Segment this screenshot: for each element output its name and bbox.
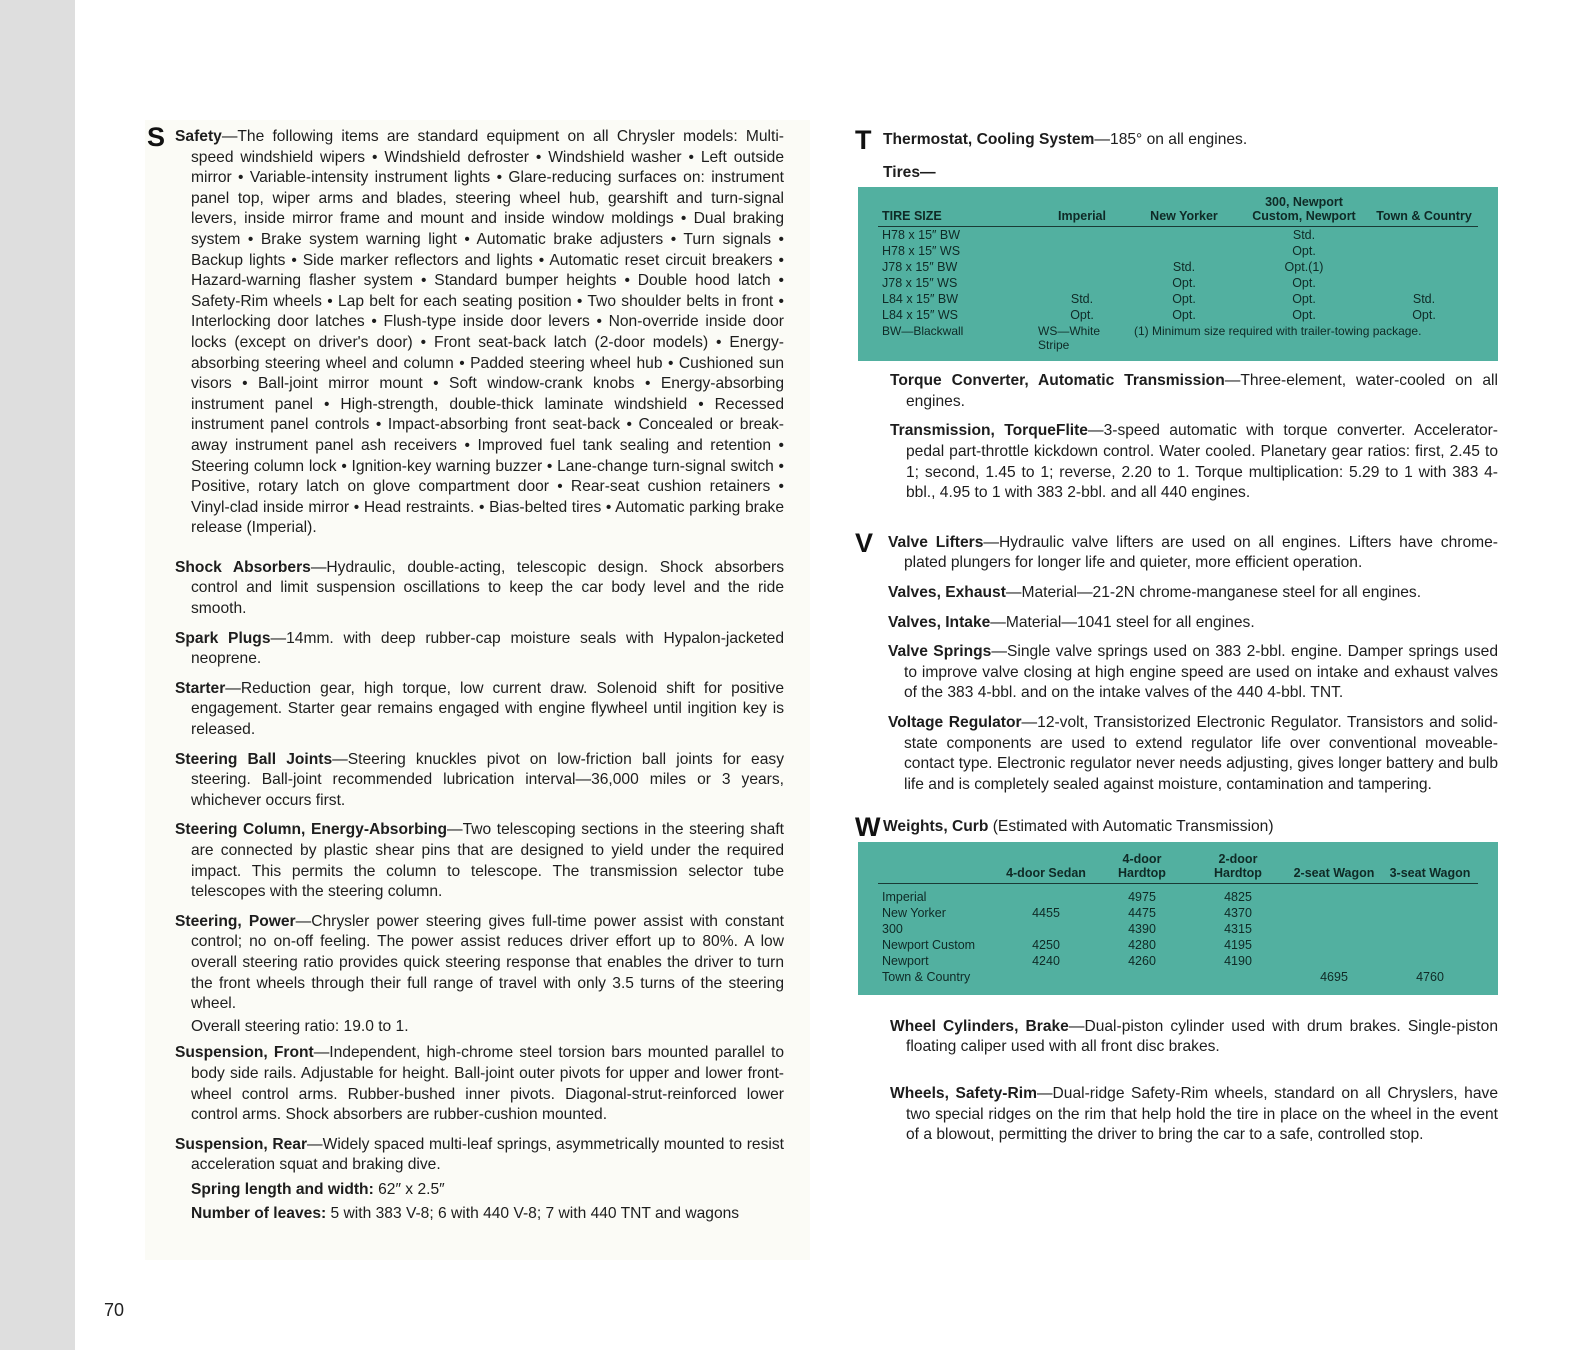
entry-text: —Hydraulic valve lifters are used on all engines. Lifters have chrome-plated plungers for longer life and quieter, more efficient operation. — [904, 533, 1499, 572]
section-t — [855, 125, 1498, 183]
entry-weights-curb — [883, 817, 1498, 838]
entry-torque-converter — [890, 371, 1498, 412]
section-letter-s: S — [147, 122, 166, 152]
entry-title: Thermostat, Cooling System — [883, 131, 1095, 148]
section-w-continued — [858, 1017, 1498, 1146]
col-header: Town & Country — [1370, 193, 1478, 227]
col-header: Imperial — [1034, 193, 1130, 227]
weights-header-row — [878, 850, 1478, 884]
tires-footnote-row — [878, 323, 1478, 353]
entry-steering-power — [175, 912, 784, 1015]
entry-title: Weights, Curb — [883, 818, 989, 836]
col-header: 3-seat Wagon — [1382, 850, 1478, 884]
footnote-blackwall: BW—Blackwall — [882, 324, 964, 339]
entry-text: —14mm. with deep rubber-cap moisture seals with Hypalon-jacketed neoprene. — [191, 629, 784, 668]
entry-title: Starter — [175, 679, 226, 697]
tires-header-row — [878, 193, 1478, 227]
table-row: Newport 4240 4260 4190 — [882, 953, 1252, 968]
entry-title: Suspension, Front — [175, 1044, 314, 1062]
tires-table — [878, 193, 1478, 353]
right-column — [855, 125, 1499, 1155]
footnote-minimum-size: (1) Minimum size required with trailer-towing package. — [1134, 324, 1422, 339]
section-letter-v: V — [855, 527, 874, 558]
col-header: 2-door Hardtop — [1190, 850, 1286, 884]
entry-text: —Two telescoping sections in the steering shaft are connected by plastic shear pins that are designed to yield under the required impact. This permits the column to telescope. The transmission selector tube telescopes with the steering column. — [191, 821, 784, 901]
col-header: New Yorker — [1130, 193, 1238, 227]
entry-valve-springs — [888, 642, 1498, 704]
entry-wheel-cylinders — [890, 1017, 1498, 1058]
col-header: 4-door Sedan — [998, 850, 1094, 884]
table-row: J78 x 15″ WS Opt. Opt. — [882, 276, 1316, 291]
entry-safety — [175, 127, 784, 539]
table-row: L84 x 15″ WS Opt. Opt. Opt. Opt. — [882, 308, 1436, 323]
page-number: 70 — [104, 1300, 125, 1320]
entry-title: Voltage Regulator — [888, 713, 1022, 731]
entry-title: Steering Ball Joints — [175, 750, 333, 768]
entry-title: Valves, Intake — [888, 613, 991, 631]
entry-spark-plugs — [175, 629, 784, 670]
entry-starter — [175, 679, 784, 741]
entry-title: Torque Converter, Automatic Transmission — [890, 372, 1225, 390]
entry-text: —Steering knuckles pivot on low-friction ball joints for easy steering. Ball-joint recommended lubrication interval—36,000 miles or 3 years, whichever occurs first. — [191, 750, 784, 809]
entry-shock-absorbers — [175, 558, 784, 620]
steering-ratio: Overall steering ratio: 19.0 to 1. — [191, 1017, 409, 1035]
tires-table-box — [858, 187, 1498, 361]
col-header: 300, Newport Custom, Newport — [1238, 193, 1370, 227]
section-v — [855, 527, 1499, 796]
entry-title: Transmission, TorqueFlite — [890, 422, 1088, 440]
section-letter-t: T — [855, 125, 872, 155]
entry-voltage-regulator — [888, 713, 1498, 795]
entry-thermostat — [883, 130, 1498, 151]
section-t-continued — [858, 371, 1498, 504]
entry-title: Suspension, Rear — [175, 1135, 308, 1153]
footnote-whitestripe: WS—White Stripe — [1038, 324, 1101, 353]
entry-valve-lifters — [888, 533, 1498, 574]
col-header: TIRE SIZE — [878, 193, 1034, 227]
entry-text: —Three-element, water-cooled on all engines. — [906, 372, 1498, 410]
entry-steering-ball-joints — [175, 750, 784, 812]
entry-transmission — [890, 421, 1498, 503]
section-s — [147, 122, 784, 1224]
entry-text: —Single valve springs used on 383 2-bbl. engine. Damper springs used to improve valve closing at high engine speed are used on intake and exhaust valves of the 383 4-bbl. and on the intake valves of the 440 4-bbl. TNT. — [904, 643, 1498, 702]
table-row: 300 4390 4315 — [882, 921, 1252, 936]
entry-text: —3-speed automatic with torque converter. Accelerator-pedal part-throttle kickdown control. Water cooled. Planetary gear ratios: first, 2.45 to 1; second, 1.45 to 1; reverse, 2.20 to 1. Torque multiplication: 5.29 to 1 with 383 4-bbl., 4.95 to 1 with 383 2-bbl. and all 440 engines. — [906, 422, 1498, 502]
entry-steering-column — [175, 820, 784, 902]
entry-text: —Reduction gear, high torque, low current draw. Solenoid shift for positive engagement. Starter gear remains engaged with engine flywheel until ingition key is released. — [191, 679, 784, 739]
number-of-leaves: Number of leaves: 5 with 383 V-8; 6 with 440 V-8; 7 with 440 TNT and wagons — [191, 1204, 740, 1222]
page-margin-bar — [0, 0, 75, 1350]
entry-valves-intake — [888, 613, 1498, 634]
weights-table — [878, 850, 1478, 985]
entry-title: Wheel Cylinders, Brake — [890, 1017, 1069, 1035]
col-header: 2-seat Wagon — [1286, 850, 1382, 884]
entry-title: Shock Absorbers — [175, 558, 311, 576]
entry-text: —Widely spaced multi-leaf springs, asymmetrically mounted to resist acceleration squat and braking dive. — [191, 1135, 784, 1174]
left-column — [147, 122, 784, 1230]
entry-title: Wheels, Safety-Rim — [890, 1085, 1037, 1103]
entry-title: Valves, Exhaust — [888, 583, 1006, 601]
entry-text: —Independent, high-chrome steel torsion bars mounted parallel to body side rails. Adjustable for height. Ball-joint outer pivots for upper and lower front-wheel control arms. Rubber-bushed inner pivots. Diagonal-strut-reinforced lower control arms. Shock absorbers are rubber-cushion mounted. — [191, 1044, 784, 1124]
table-row: J78 x 15″ BW Std. Opt.(1) — [882, 260, 1324, 275]
entry-text: —Material—1041 steel for all engines. — [990, 613, 1255, 631]
entry-text: —12-volt, Transistorized Electronic Regulator. Transistors and solid-state components are used to extend regulator life over conventional moveable-contact type. Electronic regulator never needs adjusting, gives longer battery and bulb life and is completely sealed against moisture, contamination and tampering. — [904, 713, 1498, 793]
entry-valves-exhaust — [888, 583, 1498, 604]
spring-length: Spring length and width: 62″ x 2.5″ — [191, 1180, 445, 1198]
section-w — [855, 812, 1498, 843]
table-row: Imperial 4975 4825 — [882, 889, 1252, 904]
entry-text: —Hydraulic, double-acting, telescopic design. Shock absorbers control and limit suspension oscillations to keep the car body level and the ride smooth. — [191, 558, 784, 618]
entry-text: (Estimated with Automatic Transmission) — [988, 818, 1274, 836]
table-row: New Yorker 4455 4475 4370 — [882, 905, 1252, 920]
entry-title: Steering Column, Energy-Absorbing — [175, 821, 447, 839]
table-row: H78 x 15″ BW Std. — [882, 228, 1316, 243]
table-row: L84 x 15″ BW Std. Opt. Opt. Std. — [882, 292, 1436, 307]
col-header: 4-door Hardtop — [1094, 850, 1190, 884]
table-row: Newport Custom 4250 4280 4195 — [882, 937, 1252, 952]
entry-title: Steering, Power — [175, 912, 296, 930]
entry-text: —Dual-ridge Safety-Rim wheels, standard on all Chryslers, have two special ridges on the rim that help hold the tire in place on the wheel in the event of a blowout, permitting the driver to bring the car to a safe, controlled stop. — [906, 1085, 1498, 1144]
entry-suspension-rear — [175, 1135, 784, 1176]
table-row: Town & Country 4695 4760 — [882, 969, 1444, 984]
entry-wheels-safety-rim — [890, 1084, 1498, 1146]
entry-title: Safety — [175, 128, 222, 145]
entry-text: —Chrysler power steering gives full-time power assist with constant control; no on-off feeling. The power assist reduces driver effort up to 80%. A low overall steering ratio provides quick steering response that enables the driver to turn the front wheels through their full range of travel with only 3.5 turns of the steering wheel. — [191, 912, 784, 1013]
entry-text: —185° on all engines. — [1094, 131, 1248, 148]
weights-table-box — [858, 842, 1498, 995]
section-letter-w: W — [855, 812, 881, 843]
entry-text: —Dual-piston cylinder used with drum brakes. Single-piston floating caliper used with all front disc brakes. — [906, 1017, 1498, 1056]
entry-title: Spark Plugs — [175, 629, 271, 647]
entry-suspension-front — [175, 1043, 784, 1125]
tires-heading: Tires— — [883, 163, 936, 181]
table-row: H78 x 15″ WS Opt. — [882, 244, 1316, 259]
entry-text: —The following items are standard equipment on all Chrysler models: Multi-speed windshield wipers • Windshield defroster • Windshield washer • Left outside mirror • Variable-intensity instrument lights • Glare-reducing surfaces on: instrument panel top, wiper arms and blades, steering wheel hub, gearshift and turn-signal levers, inside mirror frame and mount and inside window moldings • Dual braking system • Brake system warning light • Automatic brake adjusters • Turn signals • Backup lights • Side marker reflectors and lights • Automatic reset circuit breakers • Hazard-warning flasher system • Standard bumper heights • Double hood latch • Safety-Rim wheels • Lap belt for each seating position • Two shoulder belts in front • Interlocking door latches • Flush-type inside door levers • Non-override inside door locks (except on driver's door) • Front seat-back latch (2-door models) • Energy-absorbing steering wheel and column • Padded steering wheel hub • Cushioned sun visors • Ball-joint mirror mount • Soft window-crank knobs • Energy-absorbing instrument panel • High-strength, double-thick laminate windshield • Recessed instrument panel controls • Impact-absorbing front seat-back • Concealed or break-away instrument panel ash receivers • Improved fuel tank sealing and retention • Steering column lock • Ignition-key warning buzzer • Lane-change turn-signal switch • Positive, rotary latch on glove compartment door • Rear-seat cushion retainers • Vinyl-clad inside mirror • Head restraints. • Bias-belted tires • Automatic parking brake release (Imperial). — [191, 128, 784, 537]
entry-title: Valve Springs — [888, 643, 992, 661]
entry-text: —Material—21-2N chrome-manganese steel for all engines. — [1005, 583, 1422, 601]
entry-title: Valve Lifters — [888, 533, 984, 551]
